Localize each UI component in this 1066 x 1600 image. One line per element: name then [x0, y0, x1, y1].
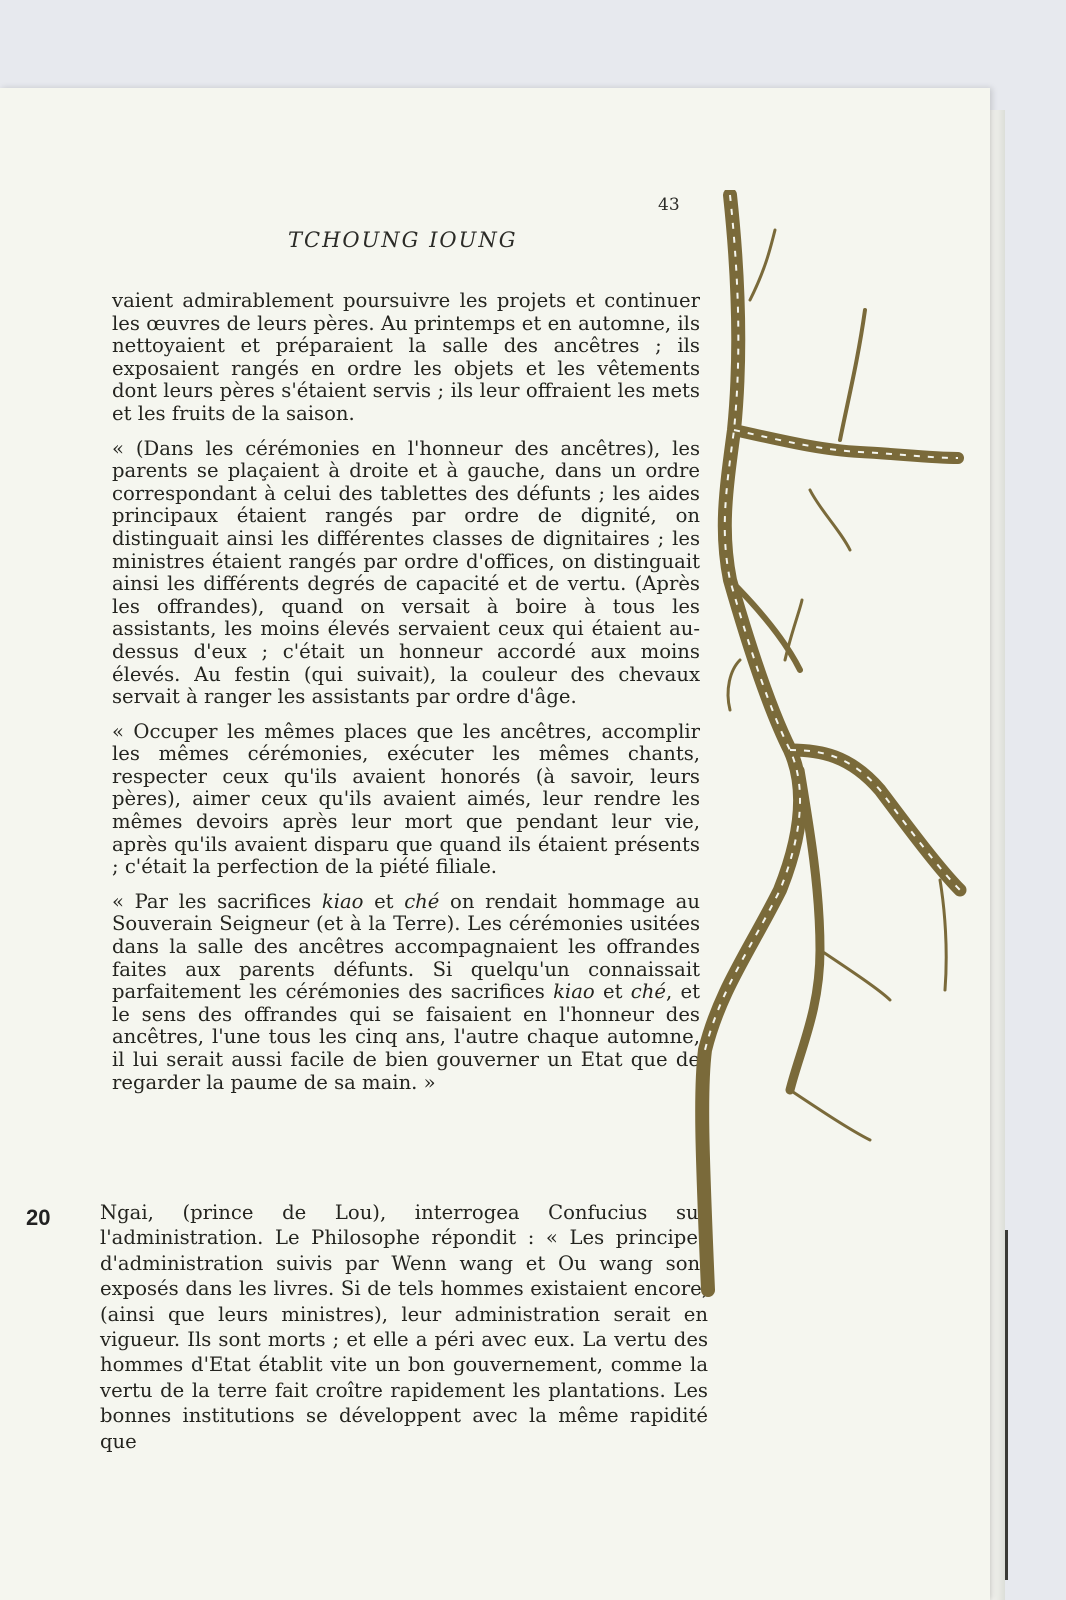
branch-twig	[940, 880, 946, 990]
branch-twig	[840, 310, 865, 440]
branch-twig	[810, 490, 850, 550]
show-through-left	[20, 238, 60, 1538]
term-che: ché	[404, 889, 440, 913]
branch-twig	[790, 1090, 870, 1140]
term-che: ché	[630, 980, 666, 1004]
page-number: 43	[658, 195, 680, 215]
section-paragraph: Ngai, (prince de Lou), interrogea Confucius sur l'administration. Le Philosophe répondit : « Les principes d'administration suivis par Wenn wang et Ou wang sont exposés dans les livres. Si de tels hommes existaient encore, (ainsi que leurs ministres), leur administration serait en vigueur. Ils sont morts ; et elle a péri avec eux. La vertu des hommes d'Etat établit vite un bon gouvernement, comme la vertu de la terre fait croître rapidement les plantations. Les bonnes institutions se développent avec la même rapidité que	[100, 1201, 708, 1453]
paragraph-3: « Occuper les mêmes places que les ancêtres, accomplir les mêmes cérémonies, exécuter les mêmes chants, respecter ceux qu'ils avaient honorés (à savoir, leurs pères), aimer ceux qu'ils avaient aimés, leur rendre les mêmes devoirs après leur mort que pendant leur vie, après qu'ils avaient disparu que quand ils étaient présents ; c'était la perfection de la piété filiale.	[112, 719, 700, 879]
term-kiao: kiao	[321, 889, 364, 913]
body-text	[112, 290, 700, 1106]
paragraph-2: « (Dans les cérémonies en l'honneur des ancêtres), les parents se plaçaient à droite et à gauche, dans un ordre correspondant à celui des tablettes des défunts ; les aides principaux étaient rangés par ordre de dignité, on distinguait ainsi les différentes classes de dignitaires ; les ministres étaient rangés par ordre d'offices, on distinguait ainsi les différents degrés de capacité et de vertu. (Après les offrandes), quand on versait à boire à tous les assistants, les moins élevés servaient ceux qui étaient au-dessus d'eux ; c'était un honneur accordé aux moins élevés. Au festin (qui suivait), la couleur des chevaux servait à ranger les assistants par ordre d'âge.	[112, 436, 700, 709]
section-number: 20	[26, 1205, 51, 1230]
branch-twig	[728, 660, 740, 710]
term-kiao: kiao	[553, 980, 595, 1004]
paragraph-4: « Par les sacrifices kiao et ché on rendait hommage au Souverain Seigneur (et à la Terre). Les cérémonies usitées dans la salle des ancêtres accompagnaient les offrandes faites aux parents défunts. Si quelqu'un connaissait parfaitement les cérémonies des sacrifices kiao et ché, et le sens des offrandes qui se faisaient en l'honneur des ancêtres, l'une tous les cinq ans, l'autre chaque automne, il lui serait aussi facile de bien gouverner un Etat que de regarder la paume de sa main. »	[112, 889, 700, 1094]
branch-twig	[750, 230, 775, 300]
paragraph-1: vaient admirablement poursuivre les projets et continuer les œuvres de leurs pères. Au printemps et en automne, ils nettoyaient et préparaient la salle des ancêtres ; ils exposaient rangés en ordre les objets et les vêtements dont leurs pères s'étaient servis ; ils leur offraient les mets et les fruits de la saison.	[112, 289, 700, 425]
branch-limb	[734, 430, 958, 458]
branch-twig	[785, 600, 802, 660]
branch-trunk	[702, 195, 800, 1290]
branch-illustration	[690, 190, 980, 1300]
branch-twig	[820, 950, 890, 1000]
binding-edge	[1005, 1230, 1008, 1580]
running-title: TCHOUNG IOUNG	[288, 228, 518, 252]
